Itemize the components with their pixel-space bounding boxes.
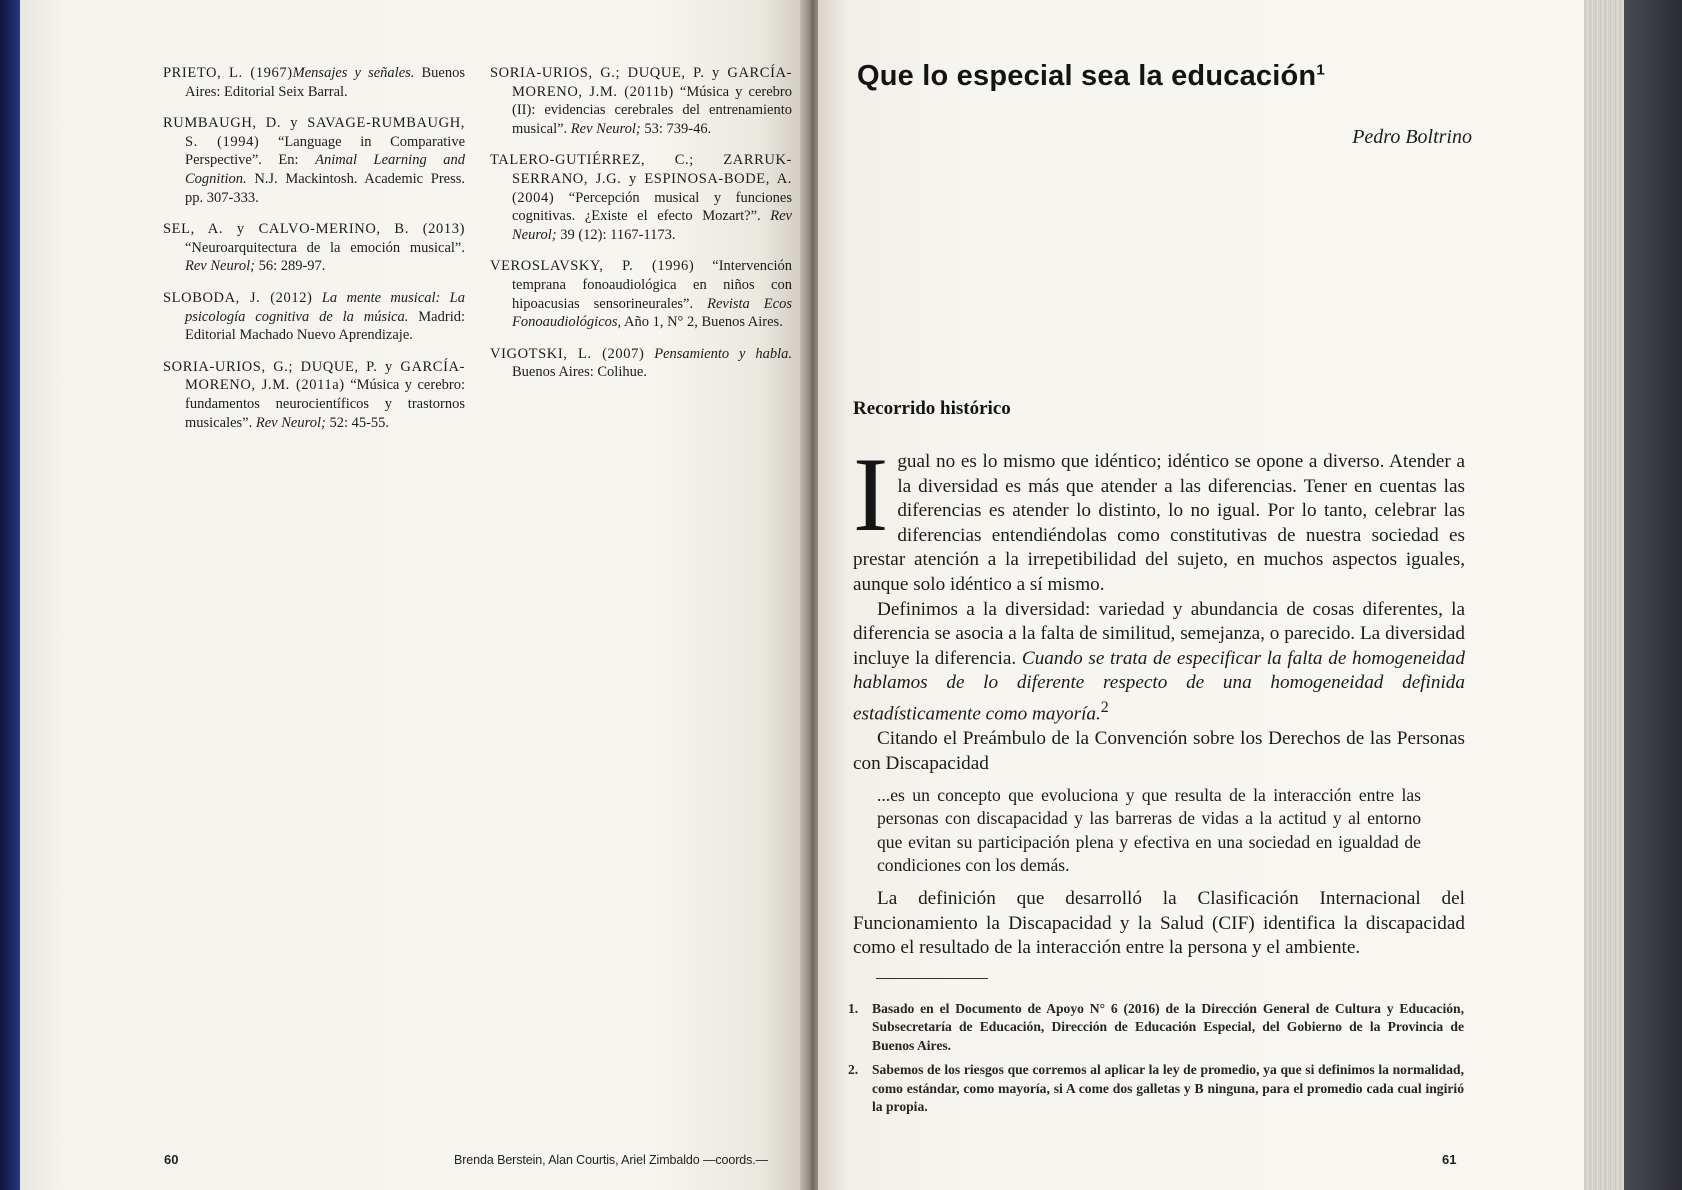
- chapter-author: Pedro Boltrino: [1352, 126, 1472, 148]
- paragraph: [853, 436, 1465, 598]
- section-heading: Recorrido histórico: [853, 398, 1011, 419]
- chapter-title-text: Que lo especial sea la educación: [857, 60, 1317, 92]
- reference-entry: SLOBODA, J. (2012) La mente musical: La psicología cognitiva de la música. Madrid: Editorial Machado Nuevo Aprendizaje.: [163, 289, 465, 344]
- reference-entry: PRIETO, L. (1967)Mensajes y señales. Buenos Aires: Editorial Seix Barral.: [163, 65, 466, 100]
- footnote-text: Basado en el Documento de Apoyo N° 6 (2016) de la Dirección General de Cultura y Educación, Subsecretaría de Educación, Dirección de Educación Especial, del Gobierno de la Provincia de Buenos Aires.: [872, 1001, 1464, 1053]
- block-quote: ...es un concepto que evoluciona y que resulta de la interacción entre las personas con discapacidad y las barreras de vidas a la actitud y al entorno que evitan su participación plena y efectiva en una sociedad en igualdad de condiciones con los demás.: [877, 785, 1421, 875]
- reference-entry: VEROSLAVSKY, P. (1996) “Intervención temprana fonoaudiológica en niños con hipoacusias sensorineurales”. Revista Ecos Fonoaudiológicos, Año 1, N° 2, Buenos Aires.: [490, 258, 792, 331]
- drop-cap: I: [853, 436, 889, 553]
- paragraph: [853, 727, 1465, 776]
- page-number-left: 60: [164, 1152, 179, 1167]
- page-number-right: 61: [1442, 1152, 1457, 1167]
- reference-entry: TALERO-GUTIÉRREZ, C.; ZARRUK-SERRANO, J.G. y ESPINOSA-BODE, A. (2004) “Percepción musical y funciones cognitivas. ¿Existe el efecto Mozart?”. Rev Neurol; 39 (12): 1167-1173.: [490, 152, 792, 243]
- references-column-1: [163, 64, 465, 445]
- paragraph-text: gual no es lo mismo que idéntico; idéntico se opone a diverso. Atender a la diversidad es más que atender a las diferencias. Tener en cuentas las diferencias es atender lo distinto, lo no igual. Por lo tanto, celebrar las diferencias entendiéndolas como constitutivas de nuestra sociedad es prestar atención a la irrepetibilidad del sujeto, en muchos aspectos iguales, aunque solo idéntico a sí mismo.: [853, 451, 1465, 595]
- scan-backdrop: [1624, 0, 1682, 1190]
- paragraph-text: Definimos a la diversidad: variedad y abundancia de cosas diferentes, la diferencia se asocia a la falta de similitud, semejanza, o parecido. La diversidad incluye la diferencia.: [853, 598, 1465, 669]
- running-footer: Brenda Berstein, Alan Courtis, Ariel Zimbaldo —coords.—: [454, 1153, 769, 1167]
- reference-entry: SORIA-URIOS, G.; DUQUE, P. y GARCÍA-MORENO, J.M. (2011b) “Música y cerebro (II): evidencias cerebrales del entrenamiento musical”. Rev Neurol; 53: 739-46.: [490, 65, 792, 137]
- reference-entry: SEL, A. y CALVO-MERINO, B. (2013) “Neuroarquitectura de la emoción musical”. Rev Neurol; 56: 289-97.: [163, 221, 465, 275]
- footnote-marker: 2: [1100, 698, 1109, 716]
- footnote-number: 2.: [848, 1062, 859, 1078]
- book-cover-edge: [0, 0, 20, 1190]
- footnote: [848, 1000, 1464, 1055]
- footnote-number: 1.: [848, 1001, 859, 1016]
- reference-entry: RUMBAUGH, D. y SAVAGE-RUMBAUGH, S. (1994) “Language in Comparative Perspective”. En: Animal Learning and Cognition. N.J. Mackintosh. Academic Press. pp. 307-333.: [163, 115, 465, 206]
- paragraph: [853, 887, 1465, 961]
- footnote-text: Sabemos de los riesgos que corremos al aplicar la ley de promedio, ya que si definimos la normalidad, como estándar, como mayoría, si A come dos galletas y B ninguna, para el promedio cada cual ingirió la propia.: [872, 1062, 1464, 1115]
- reference-entry: VIGOTSKI, L. (2007) Pensamiento y habla. Buenos Aires: Colihue.: [490, 345, 792, 381]
- paragraph-italic-text: Cuando se trata de especificar la falta de homogeneidad hablamos de lo diferente respecto de una homogeneidad definida estadísticamente como mayoría.: [853, 647, 1465, 725]
- footnotes: [848, 1000, 1464, 1122]
- paragraph-text: La definición que desarrolló la Clasificación Internacional del Funcionamiento la Discapacidad y la Salud (CIF) identifica la discapacidad como el resultado de la interacción entre la persona y el ambiente.: [853, 887, 1465, 959]
- chapter-title: [857, 60, 1325, 93]
- references-column-2: [490, 64, 792, 395]
- paragraph: [853, 598, 1465, 727]
- paragraph-text: Citando el Preámbulo de la Convención sobre los Derechos de las Personas con Discapacidad: [853, 727, 1465, 774]
- footnote-marker: 1: [1316, 61, 1325, 79]
- reference-entry: SORIA-URIOS, G.; DUQUE, P. y GARCÍA-MORENO, J.M. (2011a) “Música y cerebro: fundamentos neurocientíficos y trastornos musicales”. Rev Neurol; 52: 45-55.: [163, 358, 465, 431]
- page-fore-edge: [1584, 0, 1624, 1190]
- footnote: [848, 1061, 1464, 1116]
- footnote-divider: [876, 978, 988, 979]
- chapter-body: [853, 436, 1465, 961]
